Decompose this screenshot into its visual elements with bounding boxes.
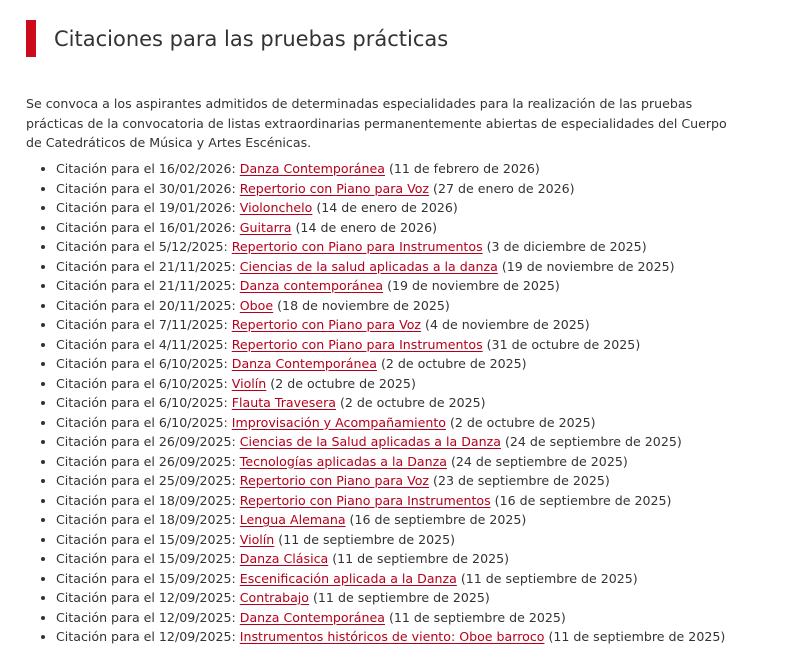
citation-publication-date: (19 de noviembre de 2025) — [497, 258, 675, 274]
citation-item — [56, 354, 726, 374]
citation-link[interactable]: Escenificación aplicada a la Danza — [239, 570, 457, 586]
citation-link[interactable]: Repertorio con Piano para Voz — [239, 473, 430, 488]
citation-date-text: Citación para el 19/01/2026: — [56, 200, 240, 215]
citation-link[interactable]: Violonchelo — [239, 200, 313, 215]
citation-link[interactable]: Ciencias de la salud aplicadas a la danza — [239, 258, 498, 274]
citation-publication-date: (18 de noviembre de 2025) — [273, 297, 450, 313]
citation-publication-date: (11 de septiembre de 2025) — [309, 590, 490, 605]
citation-date-text: Citación para el 7/11/2025: — [56, 317, 232, 332]
citation-date-text: Citación para el 26/09/2025: — [56, 453, 240, 469]
citation-date-text: Citación para el 18/09/2025: — [56, 512, 240, 527]
citation-link[interactable]: Violín — [231, 375, 267, 391]
citation-item — [56, 237, 726, 257]
citation-item — [56, 471, 726, 491]
citations-list — [26, 159, 726, 647]
citation-link[interactable]: Contrabajo — [239, 590, 309, 605]
citation-link[interactable]: Oboe — [239, 297, 274, 313]
citation-item — [56, 198, 726, 218]
citation-date-text: Citación para el 12/09/2025: — [56, 609, 240, 625]
citation-item — [56, 608, 726, 628]
citation-item — [56, 413, 726, 433]
citation-link[interactable]: Guitarra — [239, 219, 292, 235]
citation-link[interactable]: Repertorio con Piano para Instrumentos — [231, 239, 483, 254]
citation-link[interactable]: Lengua Alemana — [239, 512, 346, 527]
citation-link[interactable]: Flauta Travesera — [231, 395, 336, 410]
citation-item — [56, 296, 726, 316]
citation-publication-date: (2 de octubre de 2025) — [376, 356, 527, 371]
citation-date-text: Citación para el 6/10/2025: — [56, 414, 232, 430]
citation-link[interactable]: Improvisación y Acompañamiento — [231, 414, 446, 430]
citation-date-text: Citación para el 16/02/2026: — [56, 161, 240, 176]
citation-date-text: Citación para el 26/09/2025: — [56, 434, 240, 449]
citation-item — [56, 179, 726, 199]
citation-item — [56, 335, 726, 355]
citation-item — [56, 218, 726, 238]
citation-date-text: Citación para el 21/11/2025: — [56, 258, 240, 274]
citation-item — [56, 159, 726, 179]
citation-date-text: Citación para el 30/01/2026: — [56, 180, 240, 196]
citation-link[interactable]: Danza Clásica — [239, 551, 329, 566]
citation-date-text: Citación para el 6/10/2025: — [56, 395, 232, 410]
citation-publication-date: (11 de septiembre de 2025) — [544, 629, 726, 644]
citation-publication-date: (11 de septiembre de 2025) — [384, 609, 566, 625]
citation-publication-date: (2 de octubre de 2025) — [266, 375, 416, 391]
citation-date-text: Citación para el 25/09/2025: — [56, 473, 240, 488]
citation-publication-date: (3 de diciembre de 2025) — [482, 239, 647, 254]
citation-link[interactable]: Danza Contemporánea — [231, 356, 377, 371]
citation-item — [56, 491, 726, 511]
citation-publication-date: (2 de octubre de 2025) — [336, 395, 486, 410]
citation-publication-date: (24 de septiembre de 2025) — [446, 453, 628, 469]
citation-item — [56, 549, 726, 569]
citation-item — [56, 510, 726, 530]
citation-publication-date: (11 de septiembre de 2025) — [328, 551, 510, 566]
citation-publication-date: (2 de octubre de 2025) — [445, 414, 596, 430]
citation-item — [56, 569, 726, 589]
citation-link[interactable]: Instrumentos históricos de viento: Oboe barroco — [239, 629, 545, 644]
citation-link[interactable]: Ciencias de la Salud aplicadas a la Danza — [239, 434, 501, 449]
citation-item — [56, 627, 726, 647]
citation-item — [56, 393, 726, 413]
citation-item — [56, 276, 726, 296]
citation-item — [56, 432, 726, 452]
citation-link[interactable]: Repertorio con Piano para Instrumentos — [231, 336, 483, 352]
citation-publication-date: (31 de octubre de 2025) — [482, 336, 641, 352]
section-heading — [26, 20, 448, 57]
citation-link[interactable]: Danza Contemporánea — [239, 161, 385, 176]
citation-publication-date: (16 de septiembre de 2025) — [490, 492, 672, 508]
citation-date-text: Citación para el 6/10/2025: — [56, 375, 232, 391]
heading-accent-bar — [26, 20, 36, 57]
citation-date-text: Citación para el 16/01/2026: — [56, 219, 240, 235]
citation-date-text: Citación para el 15/09/2025: — [56, 531, 240, 547]
citation-item — [56, 452, 726, 472]
intro-paragraph: Se convoca a los aspirantes admitidos de determinadas especialidades para la realización de las pruebas prácticas de la convocatoria de listas extraordinarias permanentemente abiertas de especialidades del Cuerpo de Catedráticos de Música y Artes Escénicas. — [26, 96, 727, 150]
citation-publication-date: (19 de noviembre de 2025) — [383, 278, 560, 293]
citation-item — [56, 257, 726, 277]
citation-date-text: Citación para el 5/12/2025: — [56, 239, 232, 254]
citation-publication-date: (4 de noviembre de 2025) — [421, 317, 590, 332]
citation-date-text: Citación para el 21/11/2025: — [56, 278, 240, 293]
citation-date-text: Citación para el 6/10/2025: — [56, 356, 232, 371]
citation-date-text: Citación para el 12/09/2025: — [56, 629, 240, 644]
citation-publication-date: (23 de septiembre de 2025) — [429, 473, 610, 488]
citation-link[interactable]: Violín — [239, 531, 275, 547]
citation-item — [56, 530, 726, 550]
citation-publication-date: (27 de enero de 2026) — [429, 180, 575, 196]
citation-publication-date: (16 de septiembre de 2025) — [345, 512, 527, 527]
citation-date-text: Citación para el 15/09/2025: — [56, 570, 240, 586]
citation-date-text: Citación para el 4/11/2025: — [56, 336, 232, 352]
citation-publication-date: (14 de enero de 2026) — [312, 200, 458, 215]
citation-link[interactable]: Repertorio con Piano para Instrumentos — [239, 492, 491, 508]
page-title: Citaciones para las pruebas prácticas — [54, 26, 449, 51]
citation-date-text: Citación para el 20/11/2025: — [56, 297, 240, 313]
citation-publication-date: (24 de septiembre de 2025) — [500, 434, 682, 449]
citation-link[interactable]: Danza contemporánea — [239, 278, 384, 293]
citation-item — [56, 315, 726, 335]
citation-link[interactable]: Tecnologías aplicadas a la Danza — [239, 453, 447, 469]
citation-publication-date: (11 de febrero de 2026) — [384, 161, 540, 176]
citation-date-text: Citación para el 12/09/2025: — [56, 590, 240, 605]
citation-date-text: Citación para el 15/09/2025: — [56, 551, 240, 566]
citation-link[interactable]: Repertorio con Piano para Voz — [239, 180, 430, 196]
citation-link[interactable]: Danza Contemporánea — [239, 609, 385, 625]
citation-publication-date: (11 de septiembre de 2025) — [274, 531, 456, 547]
citation-item — [56, 588, 726, 608]
citation-item — [56, 374, 726, 394]
citation-link[interactable]: Repertorio con Piano para Voz — [231, 317, 422, 332]
citation-date-text: Citación para el 18/09/2025: — [56, 492, 240, 508]
citation-publication-date: (11 de septiembre de 2025) — [456, 570, 638, 586]
citation-publication-date: (14 de enero de 2026) — [291, 219, 438, 235]
